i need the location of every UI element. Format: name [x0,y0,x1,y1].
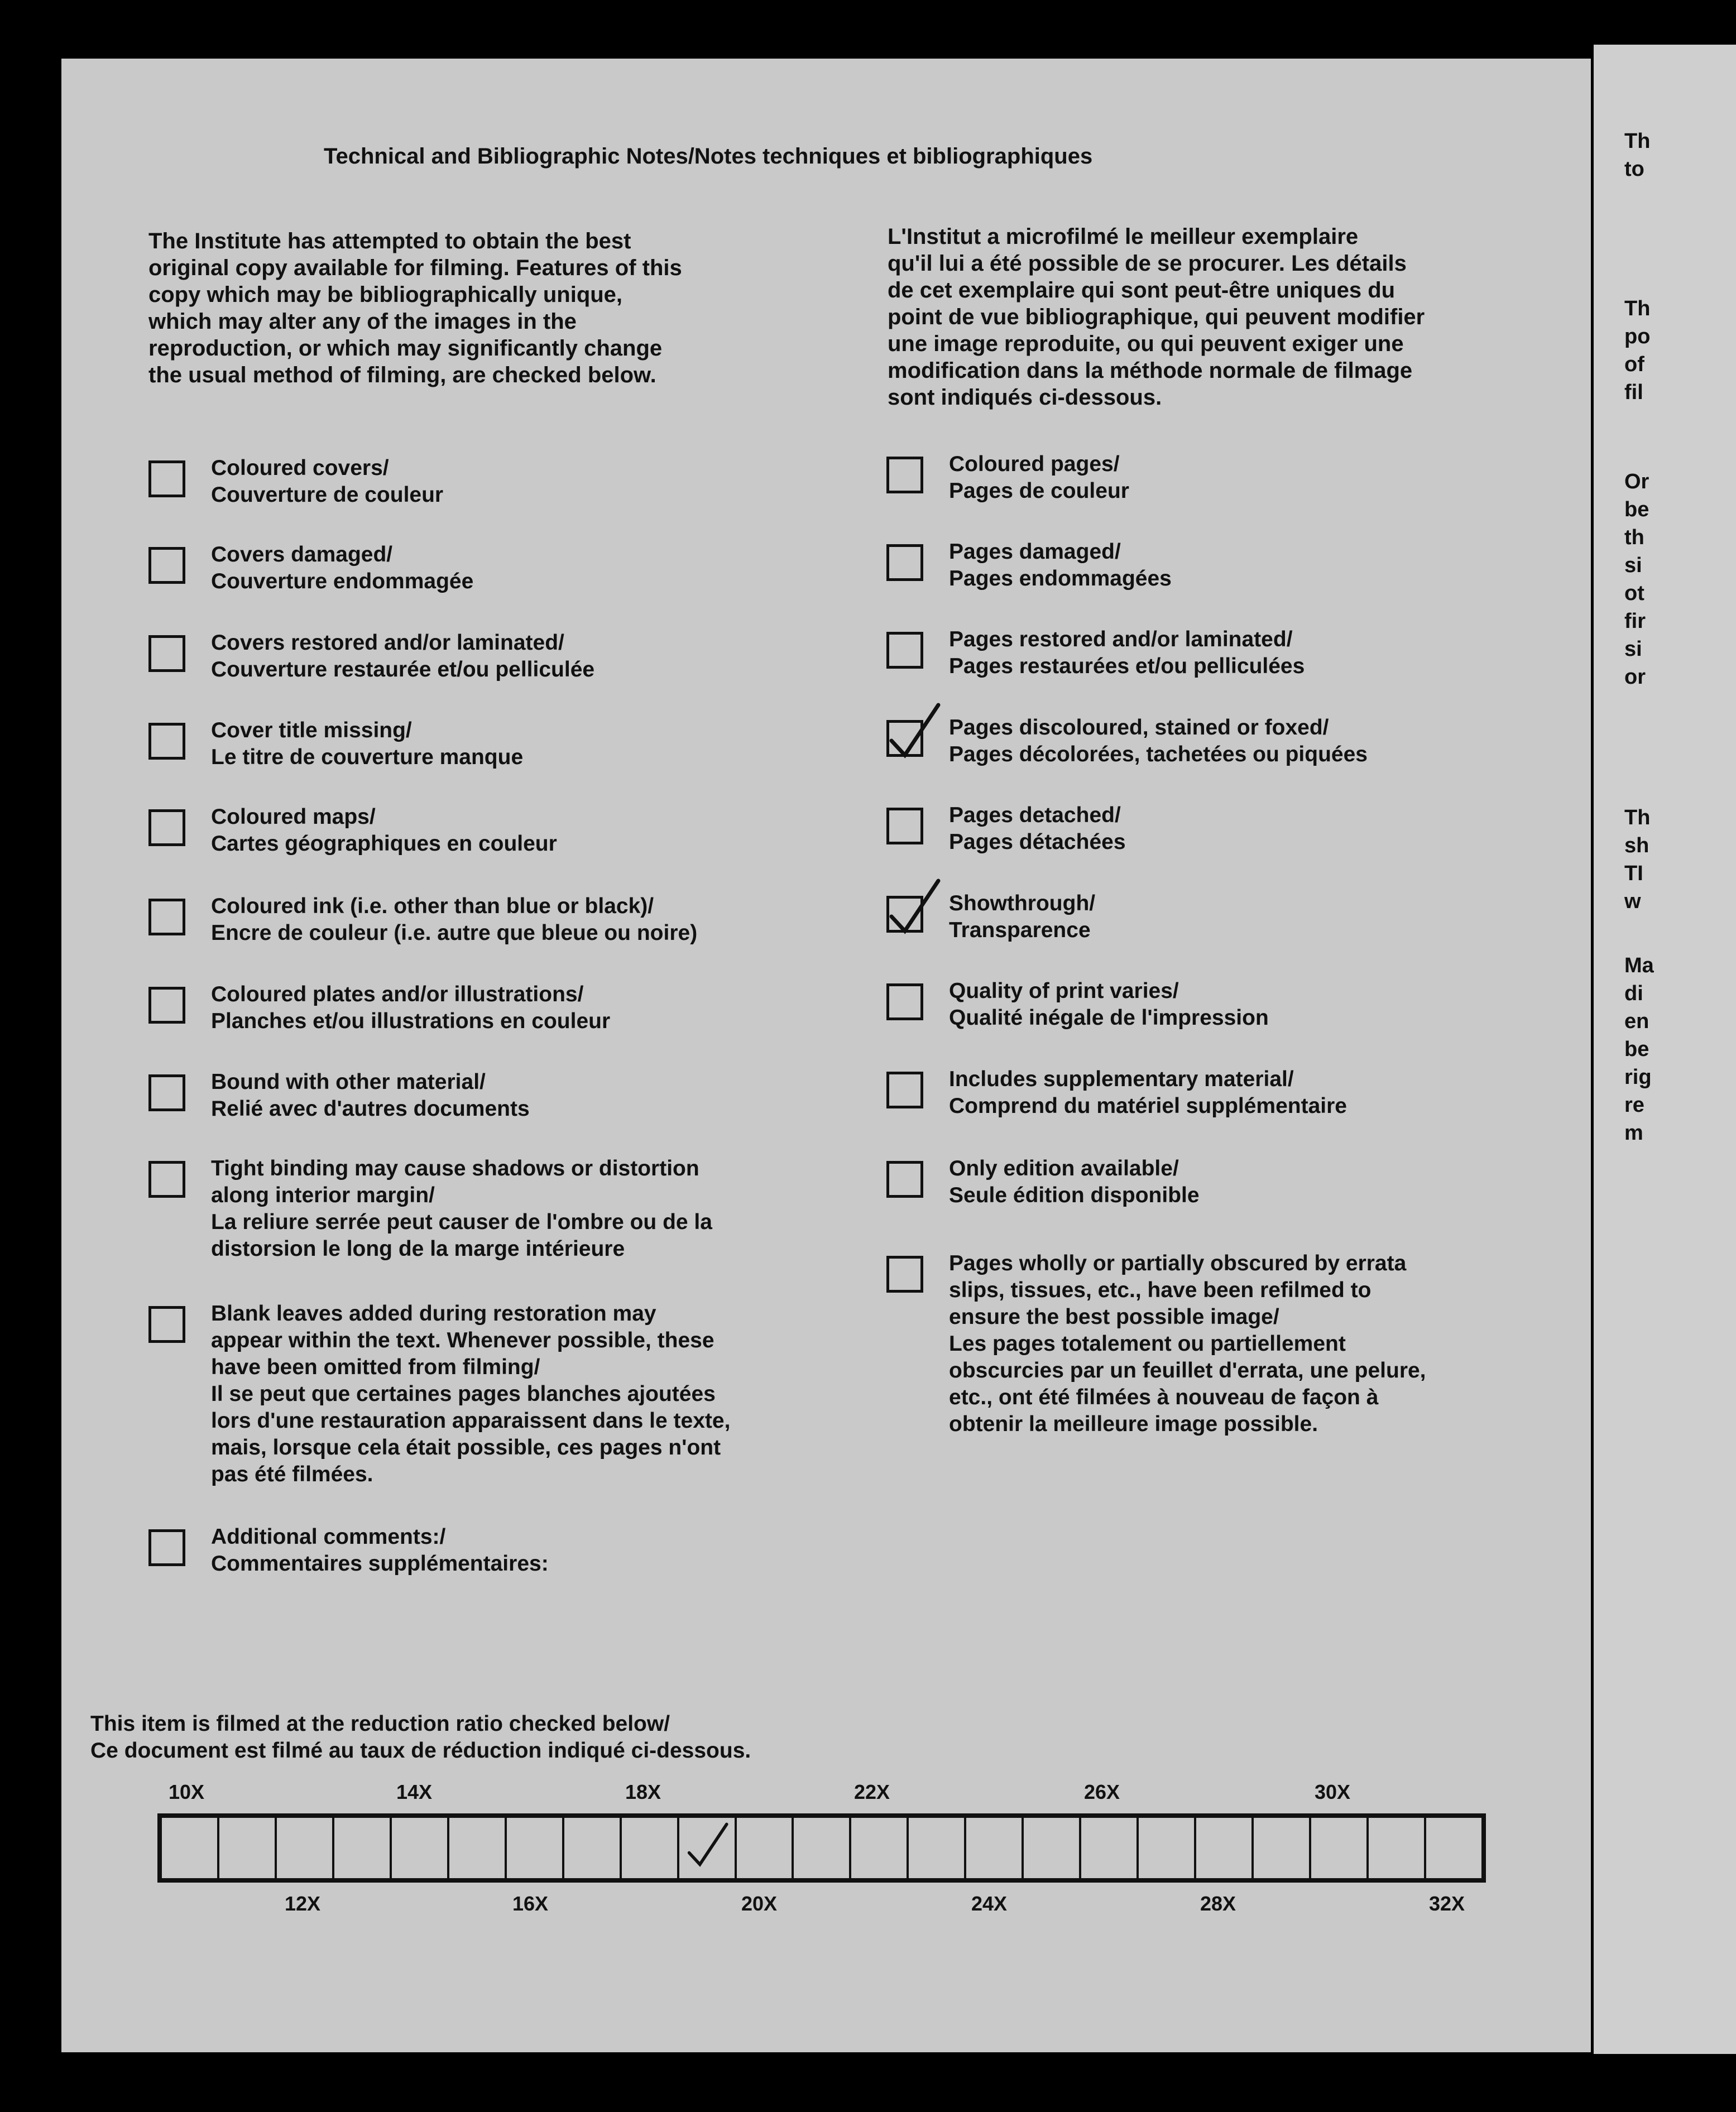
checklist-item-label: Only edition available/ Seule édition disponible [949,1156,1200,1207]
checklist-item [886,1250,1426,1438]
scale-tick-label: 16X [512,1892,549,1915]
checklist-item [148,1300,730,1488]
checklist-item-label: Covers restored and/or laminated/ Couverture restaurée et/ou pelliculée [211,631,595,681]
checklist-item [886,451,1129,505]
checkbox[interactable] [148,1306,185,1343]
scale-cell[interactable] [1369,1818,1426,1878]
scale-cell[interactable] [334,1818,392,1878]
checklist-item [148,893,697,947]
checkbox[interactable] [886,720,923,757]
scale-cell[interactable] [851,1818,909,1878]
checkbox[interactable] [148,1529,185,1566]
scale-cell[interactable] [162,1818,219,1878]
scale-cell[interactable] [1081,1818,1139,1878]
adjacent-page-fragment: Or be th si ot fir si or [1624,470,1649,689]
checkmark-icon [684,1820,728,1870]
scale-tick-label: 32X [1429,1892,1465,1915]
checklist-item [148,541,473,595]
scale-cell[interactable] [794,1818,851,1878]
checklist-item-label: Includes supplementary material/ Comprend du matériel supplémentaire [949,1067,1347,1118]
scale-cell[interactable] [392,1818,449,1878]
checklist-item-label: Additional comments:/ Commentaires supplémentaires: [211,1525,549,1576]
reduction-ratio-scale [157,1813,1486,1883]
adjacent-page-fragment: Ma di en be rig re m [1624,954,1654,1145]
checklist-item-label: Cover title missing/ Le titre de couverture manque [211,718,524,769]
checklist-item-label: Tight binding may cause shadows or distortion along interior margin/ La reliure serrée peut causer de l'ombre ou de la distorsion le long de la marge intérieure [211,1156,712,1261]
checkbox[interactable] [886,808,923,844]
checklist-item [148,630,594,683]
scale-cell[interactable] [622,1818,679,1878]
checkbox[interactable] [148,460,185,497]
checklist-item-label: Coloured pages/ Pages de couleur [949,452,1129,503]
scale-cell[interactable] [507,1818,564,1878]
checkbox[interactable] [148,1074,185,1111]
checklist-item-label: Pages wholly or partially obscured by errata slips, tissues, etc., have been refilmed to ensure the best possible image/ Les pages totalement ou partiellement obscurcies par un feuillet d'errata, une pelure, etc., ont été filmées à nouveau de façon à obtenir la meilleure image possible. [949,1251,1426,1436]
checklist-item [886,1155,1200,1209]
checkbox[interactable] [148,635,185,672]
checklist-item [886,714,1368,768]
scale-cell[interactable] [1311,1818,1369,1878]
scale-cell[interactable] [564,1818,622,1878]
checklist-item-label: Pages restored and/or laminated/ Pages restaurées et/ou pelliculées [949,627,1305,678]
scale-tick-label: 28X [1200,1892,1236,1915]
scale-cell[interactable] [1254,1818,1311,1878]
checklist-item [886,539,1172,592]
scale-cell[interactable] [679,1818,737,1878]
checkmark-icon [885,700,941,762]
scale-tick-label: 24X [971,1892,1008,1915]
checklist-item [886,978,1269,1031]
checklist-item-label: Pages damaged/ Pages endommagées [949,540,1172,591]
checklist-item-label: Coloured plates and/or illustrations/ Planches et/ou illustrations en couleur [211,982,611,1033]
checkbox[interactable] [886,1256,923,1293]
scale-tick-label: 26X [1084,1780,1120,1803]
checkbox[interactable] [148,987,185,1024]
scale-cell[interactable] [737,1818,794,1878]
adjacent-page-fragment: Th po of fil [1624,297,1651,404]
checklist-item-label: Coloured ink (i.e. other than blue or black)/ Encre de couleur (i.e. autre que bleue ou noire) [211,894,698,945]
checklist-item-label: Pages detached/ Pages détachées [949,803,1126,854]
scale-tick-label: 20X [741,1892,778,1915]
checklist-item-label: Blank leaves added during restoration may appear within the text. Whenever possible, these have been omitted from filming/ Il se peut que certaines pages blanches ajoutées lors d'une restauration apparaissent dans le texte, mais, lorsque cela était possible, ces pages n'ont pas été filmées. [211,1302,731,1486]
checkbox[interactable] [886,1072,923,1108]
checklist-item-label: Bound with other material/ Relié avec d'autres documents [211,1070,530,1121]
reduction-ratio-note: This item is filmed at the reduction ratio checked below/ Ce document est filmé au taux de réduction indiqué ci-dessous. [90,1712,751,1763]
intro-english: The Institute has attempted to obtain the best original copy available for filming. Features of this copy which may be bibliographically unique, which may alter any of the images in the reproduction, or which may significantly change the usual method of filming, are checked below. [148,229,682,387]
scale-cell[interactable] [1196,1818,1254,1878]
page-title: Technical and Bibliographic Notes/Notes techniques et bibliographiques [324,144,1093,169]
scale-tick-label: 18X [625,1780,661,1803]
checkbox[interactable] [148,547,185,584]
checklist-item [148,1524,549,1577]
scale-cell[interactable] [1024,1818,1081,1878]
checkbox[interactable] [886,983,923,1020]
checklist-item [148,1155,712,1263]
checkbox[interactable] [886,896,923,933]
scale-tick-label: 30X [1315,1780,1351,1803]
checkbox[interactable] [886,1161,923,1198]
checklist-item [886,890,1095,944]
scale-tick-label: 10X [169,1780,205,1803]
checkbox[interactable] [886,632,923,669]
scale-cell[interactable] [1139,1818,1196,1878]
checklist-item [148,804,557,857]
scale-tick-label: 22X [854,1780,890,1803]
checklist-item-label: Coloured covers/ Couverture de couleur [211,456,444,507]
checklist-item [148,981,610,1035]
checklist-item-label: Showthrough/ Transparence [949,891,1096,942]
checklist-item-label: Coloured maps/ Cartes géographiques en couleur [211,805,557,856]
scale-tick-label: 12X [285,1892,321,1915]
checkmark-icon [885,876,941,938]
intro-french: L'Institut a microfilmé le meilleur exemplaire qu'il lui a été possible de se procurer. Les détails de cet exemplaire qui sont peut-être uniques du point de vue bibliographique, qui peuvent modifier une image reproduite, ou qui peuvent exiger une modification dans la méthode normale de filmage sont indiqués ci-dessous. [888,224,1425,410]
scale-cell[interactable] [909,1818,966,1878]
scale-cell[interactable] [219,1818,277,1878]
adjacent-page [1594,45,1736,2054]
scale-cell[interactable] [966,1818,1024,1878]
checklist-item-label: Pages discoloured, stained or foxed/ Pages décolorées, tachetées ou piquées [949,716,1368,766]
checklist-item-label: Quality of print varies/ Qualité inégale de l'impression [949,979,1269,1030]
checklist-item [886,802,1126,856]
checklist-item [148,1069,530,1122]
adjacent-page-fragment: Th to [1624,129,1651,181]
checkbox[interactable] [148,899,185,935]
adjacent-page-fragment: Th sh TI w [1624,806,1651,913]
scale-cell[interactable] [449,1818,507,1878]
checkbox[interactable] [148,1161,185,1198]
checklist-item [148,717,523,771]
checkbox[interactable] [886,544,923,581]
checklist-item [886,626,1305,680]
checkbox[interactable] [148,723,185,760]
checklist-item-label: Covers damaged/ Couverture endommagée [211,543,474,593]
scale-cell[interactable] [1426,1818,1481,1878]
checkbox[interactable] [886,457,923,493]
checklist-item [148,455,443,508]
scale-cell[interactable] [277,1818,334,1878]
checklist-item [886,1066,1347,1120]
checkbox[interactable] [148,809,185,846]
scale-tick-label: 14X [396,1780,433,1803]
